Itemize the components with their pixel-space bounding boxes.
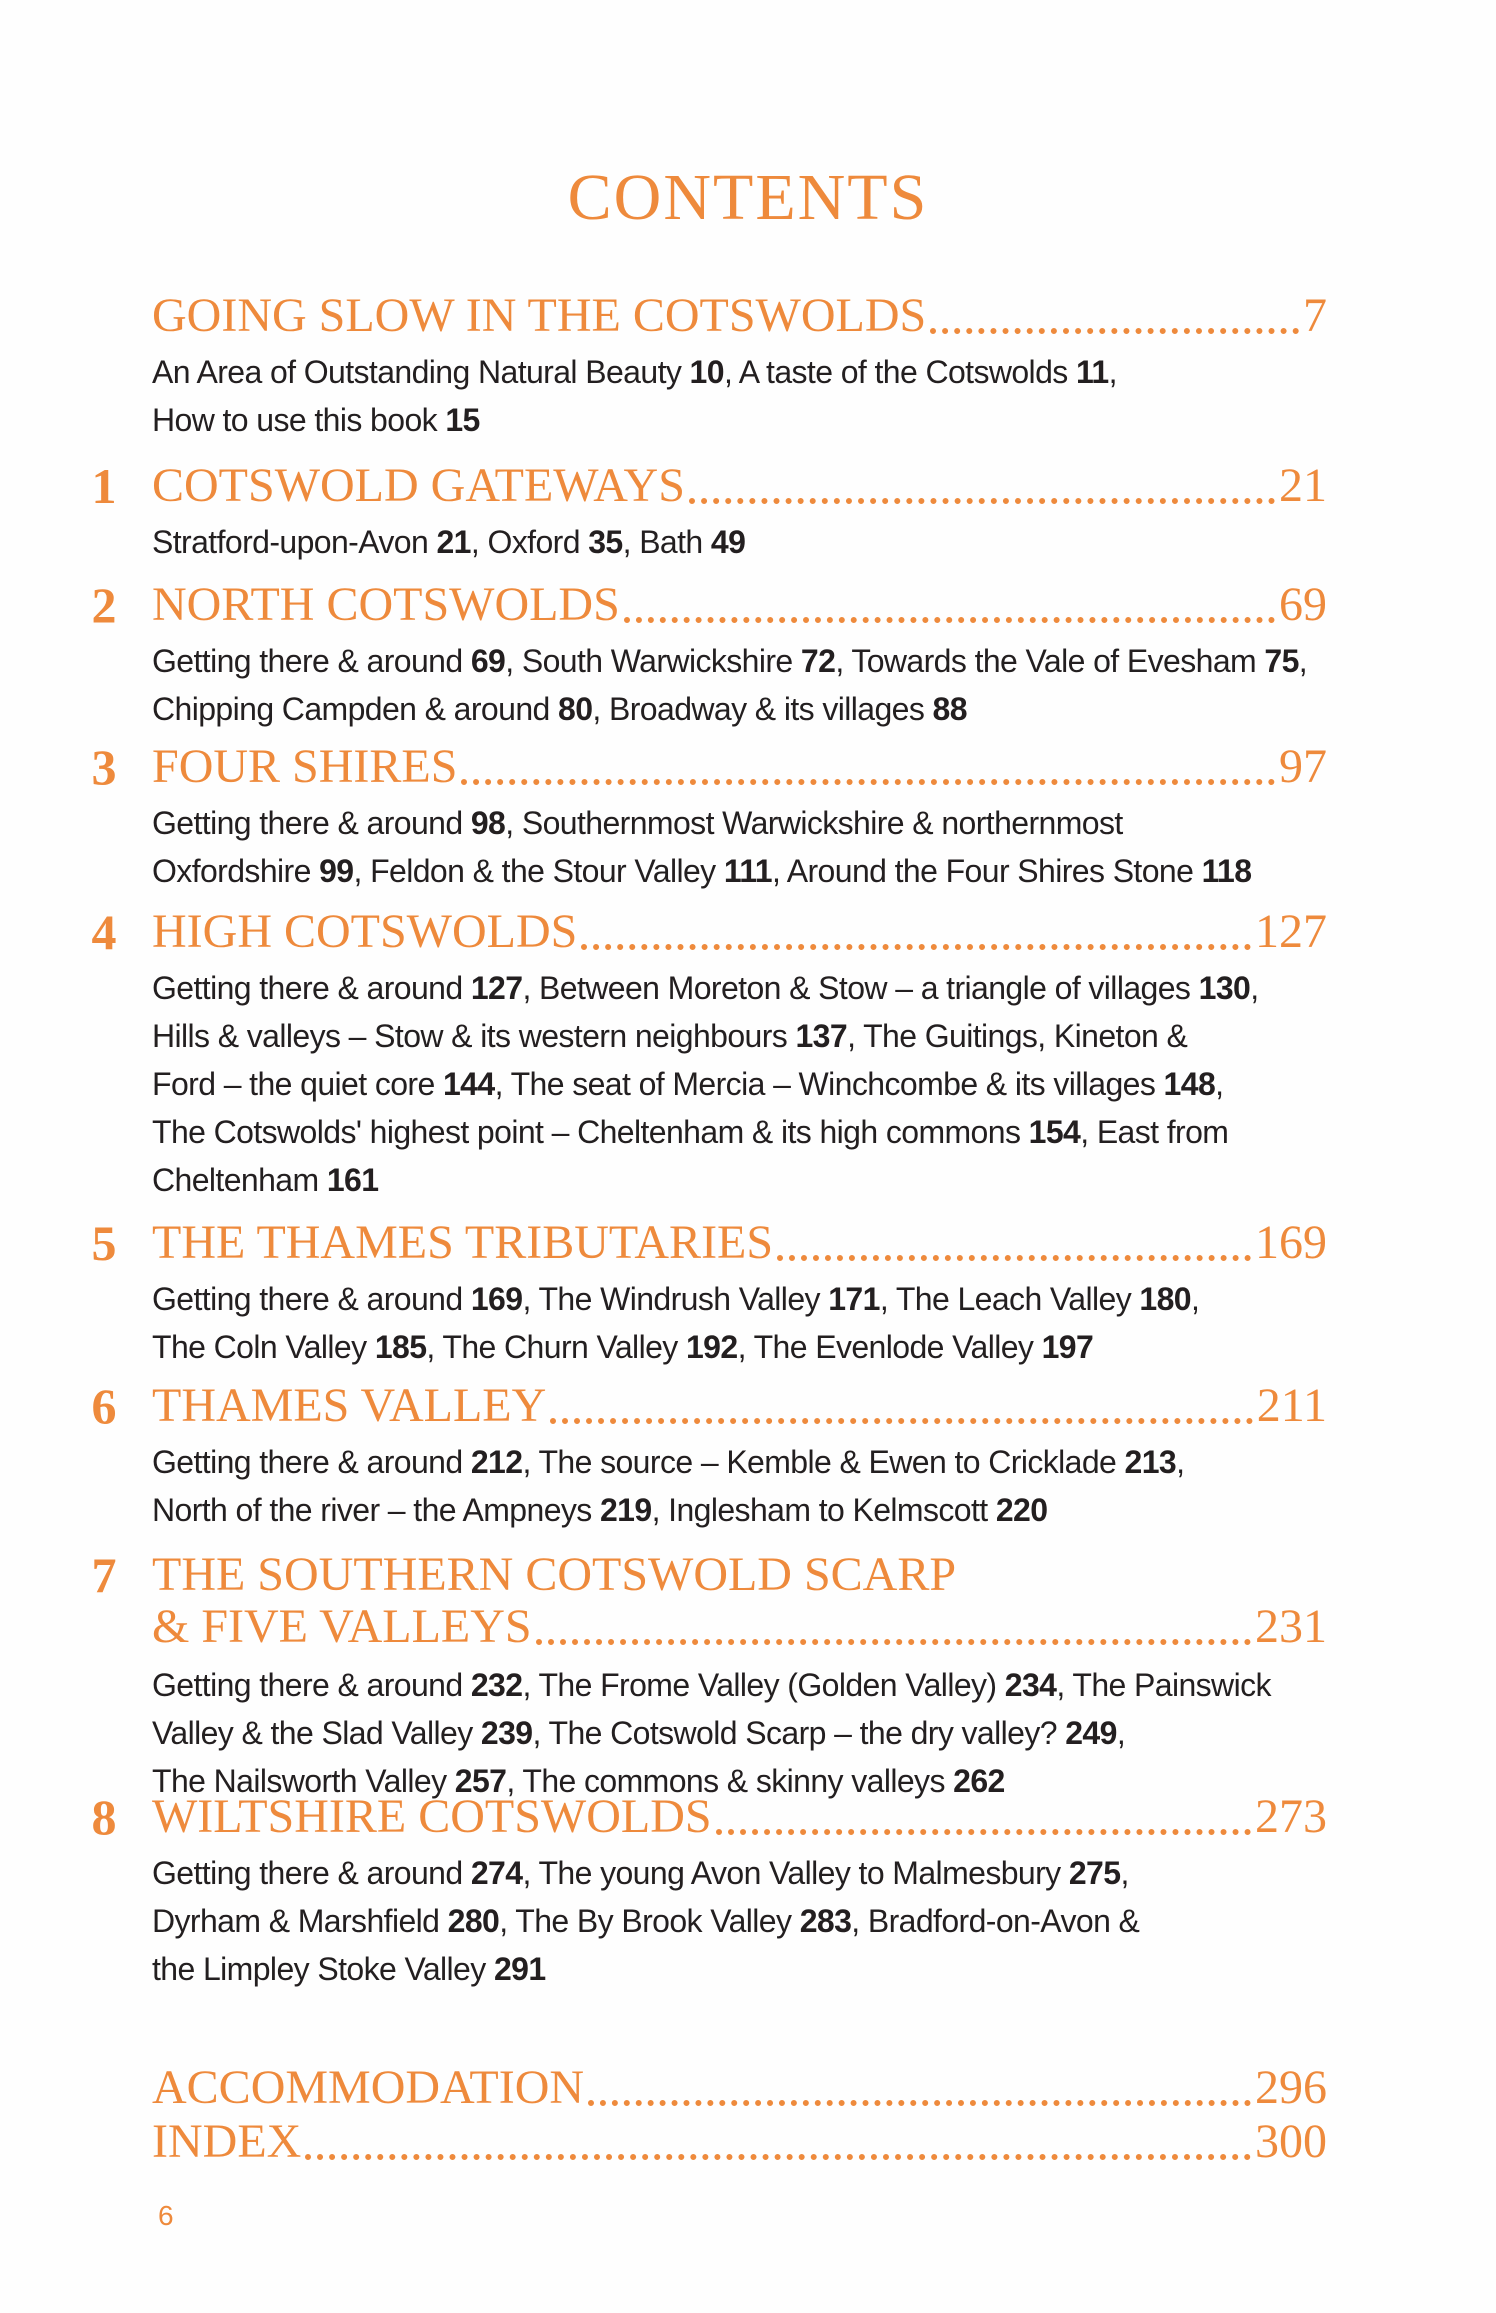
section-title[interactable]: , The Guitings, Kineton & (847, 1018, 1188, 1054)
page-number: 6 (158, 2200, 174, 2231)
section-title[interactable]: , (1298, 643, 1308, 679)
section-title[interactable]: Cheltenham (152, 1162, 327, 1198)
section-title[interactable]: , The Evenlode Valley (737, 1329, 1042, 1365)
dot-leader (716, 1829, 1251, 1835)
dot-leader (461, 779, 1275, 785)
entry-page-number[interactable]: 296 (1255, 2061, 1327, 2114)
section-title[interactable]: Oxfordshire (152, 853, 320, 889)
description-line (152, 637, 1312, 685)
entry-heading[interactable]: INDEX (152, 2115, 302, 2168)
dot-leader (777, 1255, 1251, 1261)
entry-heading-row[interactable] (152, 2112, 1327, 2172)
section-page-number[interactable]: 118 (1201, 853, 1252, 889)
chapter-number: 2 (91, 577, 117, 633)
section-title[interactable]: How to use this book (152, 402, 446, 438)
entry-page-number[interactable]: 273 (1255, 1790, 1327, 1843)
entry-heading[interactable]: THE THAMES TRIBUTARIES (152, 1216, 774, 1269)
section-title[interactable]: , Towards the Vale of Evesham (835, 643, 1265, 679)
section-page-number[interactable]: 69 (470, 643, 506, 679)
entry-heading[interactable]: ACCOMMODATION (152, 2061, 585, 2114)
section-page-number[interactable]: 169 (470, 1281, 523, 1317)
section-page-number[interactable]: 219 (599, 1492, 652, 1528)
entry-description (152, 1438, 1312, 1534)
section-page-number[interactable]: 171 (828, 1281, 880, 1317)
section-title[interactable]: , (1215, 1066, 1224, 1102)
chapter-number: 3 (91, 739, 117, 795)
section-page-number[interactable]: 234 (1004, 1667, 1057, 1703)
section-title[interactable]: , The By Brook Valley (499, 1903, 800, 1939)
entry-heading-row[interactable] (152, 902, 1327, 962)
section-title[interactable]: , The Windrush Valley (522, 1281, 829, 1317)
section-title[interactable]: , The seat of Mercia – Winchcombe & its villages (494, 1066, 1164, 1102)
section-page-number[interactable]: 98 (470, 805, 506, 841)
entry-description (152, 348, 1312, 444)
section-title[interactable]: Getting there & around (152, 1667, 471, 1703)
section-page-number[interactable]: 80 (558, 691, 593, 727)
section-title[interactable]: , The Painswick (1056, 1667, 1271, 1703)
section-page-number[interactable]: 283 (799, 1903, 852, 1939)
section-title[interactable]: Getting there & around (152, 1281, 471, 1317)
section-title[interactable]: , Around the Four Shires Stone (771, 853, 1202, 889)
section-title[interactable]: Stratford-upon-Avon (152, 524, 437, 560)
section-page-number[interactable]: 154 (1028, 1114, 1081, 1150)
section-page-number[interactable]: 185 (374, 1329, 427, 1365)
description-line (152, 1323, 1312, 1371)
entry-page-number[interactable]: 300 (1255, 2115, 1327, 2168)
section-title[interactable]: Ford – the quiet core (152, 1066, 443, 1102)
section-title[interactable]: , Inglesham to Kelmscott (651, 1492, 996, 1528)
entry-heading-row[interactable] (152, 456, 1327, 516)
description-line (152, 1486, 1312, 1534)
entry-description (152, 799, 1312, 895)
section-title[interactable]: , (1250, 970, 1259, 1006)
entry-description (152, 637, 1312, 733)
entry-page-number[interactable]: 231 (1255, 1600, 1327, 1653)
entry-heading[interactable]: COTSWOLD GATEWAYS (152, 459, 685, 512)
section-title[interactable]: , (1120, 1855, 1129, 1891)
entry-heading-row[interactable] (152, 575, 1327, 635)
entry-heading-row[interactable] (152, 1213, 1327, 1273)
section-page-number[interactable]: 275 (1068, 1855, 1121, 1891)
section-page-number[interactable]: 291 (493, 1951, 546, 1987)
section-title[interactable]: The Coln Valley (152, 1329, 375, 1365)
section-page-number[interactable]: 192 (685, 1329, 738, 1365)
section-page-number[interactable]: 130 (1198, 970, 1251, 1006)
entry-page-number[interactable]: 211 (1256, 1379, 1327, 1432)
description-line (152, 1060, 1312, 1108)
section-page-number[interactable]: 280 (447, 1903, 500, 1939)
section-page-number[interactable]: 10 (689, 354, 724, 390)
description-line (152, 1156, 1312, 1204)
entry-page-number[interactable]: 97 (1279, 740, 1327, 793)
section-title[interactable]: , The Cotswold Scarp – the dry valley? (532, 1715, 1066, 1751)
entry-page-number[interactable]: 127 (1255, 905, 1327, 958)
section-title[interactable]: , The Frome Valley (Golden Valley) (522, 1667, 1005, 1703)
section-title[interactable]: , The commons & skinny valleys (506, 1763, 954, 1799)
section-title[interactable]: the Limpley Stoke Valley (152, 1951, 494, 1987)
section-title[interactable]: , Between Moreton & Stow – a triangle of villages (522, 970, 1199, 1006)
section-title[interactable]: , South Warwickshire (505, 643, 801, 679)
description-line (152, 799, 1312, 847)
section-title[interactable]: Getting there & around (152, 1444, 471, 1480)
entry-heading[interactable]: WILTSHIRE COTSWOLDS (152, 1790, 712, 1843)
section-page-number[interactable]: 249 (1065, 1715, 1117, 1751)
section-title[interactable]: , East from (1080, 1114, 1229, 1150)
section-title[interactable]: Getting there & around (152, 643, 471, 679)
entry-heading-row[interactable] (152, 737, 1327, 797)
section-page-number[interactable]: 111 (723, 853, 772, 889)
description-line (152, 348, 1312, 396)
section-title[interactable]: North of the river – the Ampneys (152, 1492, 600, 1528)
dot-leader (305, 2154, 1251, 2160)
section-title[interactable]: , Broadway & its villages (592, 691, 933, 727)
dot-leader (581, 944, 1251, 950)
section-title[interactable]: , (1116, 1715, 1126, 1751)
section-title[interactable]: , The young Avon Valley to Malmesbury (522, 1855, 1069, 1891)
section-page-number[interactable]: 88 (932, 691, 967, 727)
description-line (152, 847, 1312, 895)
section-page-number[interactable]: 212 (470, 1444, 523, 1480)
section-page-number[interactable]: 239 (480, 1715, 533, 1751)
section-page-number[interactable]: 197 (1041, 1329, 1094, 1365)
entry-heading[interactable]: THAMES VALLEY (152, 1379, 547, 1432)
section-page-number[interactable]: 257 (454, 1763, 507, 1799)
entry-heading-row[interactable] (152, 1787, 1327, 1847)
section-title[interactable]: , (1191, 1281, 1200, 1317)
entry-description (152, 518, 1312, 566)
dot-leader (624, 617, 1275, 623)
section-title[interactable]: , (1176, 1444, 1185, 1480)
chapter-number: 8 (91, 1789, 117, 1845)
entry-heading[interactable]: NORTH COTSWOLDS (152, 578, 620, 631)
chapter-number: 7 (91, 1547, 117, 1603)
entry-heading-row[interactable] (152, 1376, 1327, 1436)
section-page-number[interactable]: 127 (470, 970, 523, 1006)
description-line (152, 396, 1312, 444)
section-page-number[interactable]: 137 (795, 1018, 848, 1054)
dot-leader (689, 498, 1275, 504)
section-page-number[interactable]: 274 (470, 1855, 523, 1891)
entry-description (152, 1275, 1312, 1371)
section-title[interactable]: , Feldon & the Stour Valley (353, 853, 724, 889)
section-title[interactable]: The Nailsworth Valley (152, 1763, 455, 1799)
entry-description (152, 964, 1312, 1204)
section-title[interactable]: , The Churn Valley (426, 1329, 686, 1365)
description-line (152, 685, 1312, 733)
entry-page-number[interactable]: 69 (1279, 578, 1327, 631)
section-page-number[interactable]: 99 (319, 853, 354, 889)
entry-description (152, 1661, 1312, 1805)
section-title[interactable]: , Southernmost Warwickshire & northernmost (505, 805, 1123, 841)
description-line (152, 1275, 1312, 1323)
section-page-number[interactable]: 262 (953, 1763, 1005, 1799)
section-title[interactable]: Hills & valleys – Stow & its western neighbours (152, 1018, 796, 1054)
entry-heading-row[interactable] (152, 286, 1327, 346)
description-line (152, 1108, 1312, 1156)
section-title[interactable]: , A taste of the Cotswolds (723, 354, 1076, 390)
entry-heading-row[interactable] (152, 1597, 1327, 1657)
dot-leader (930, 328, 1299, 334)
chapter-number: 6 (91, 1378, 117, 1434)
entry-heading-continued[interactable]: & FIVE VALLEYS (152, 1600, 532, 1653)
description-line (152, 1012, 1312, 1060)
section-page-number[interactable]: 144 (442, 1066, 495, 1102)
section-title[interactable]: Getting there & around (152, 1855, 471, 1891)
entry-heading[interactable]: THE SOUTHERN COTSWOLD SCARP (152, 1548, 957, 1601)
section-page-number[interactable]: 148 (1163, 1066, 1216, 1102)
section-page-number[interactable]: 35 (588, 524, 623, 560)
description-line (152, 1709, 1312, 1757)
page-title: CONTENTS (567, 161, 929, 234)
description-line (152, 1849, 1312, 1897)
chapter-number: 5 (91, 1215, 117, 1271)
section-title[interactable]: Getting there & around (152, 970, 471, 1006)
description-line (152, 518, 1312, 566)
section-title[interactable]: , Bath (622, 524, 711, 560)
entry-description (152, 1849, 1312, 1993)
section-title[interactable]: The Cotswolds' highest point – Cheltenham & its high commons (152, 1114, 1029, 1150)
description-line (152, 1661, 1312, 1709)
section-title[interactable]: , Bradford-on-Avon & (851, 1903, 1140, 1939)
entry-page-number[interactable]: 169 (1255, 1216, 1327, 1269)
section-page-number[interactable]: 220 (995, 1492, 1048, 1528)
dot-leader (536, 1639, 1251, 1645)
entry-heading[interactable]: GOING SLOW IN THE COTSWOLDS (152, 289, 927, 342)
chapter-number: 4 (91, 904, 117, 960)
section-title[interactable]: Dyrham & Marshfield (152, 1903, 448, 1939)
entry-heading-row[interactable] (152, 2058, 1327, 2118)
dot-leader (550, 1418, 1253, 1424)
description-line (152, 1945, 1312, 1993)
section-title[interactable]: Valley & the Slad Valley (152, 1715, 481, 1751)
section-page-number[interactable]: 21 (436, 524, 471, 560)
section-title[interactable]: , The Leach Valley (879, 1281, 1140, 1317)
chapter-number: 1 (91, 458, 117, 514)
section-title[interactable]: Chipping Campden & around (152, 691, 559, 727)
description-line (152, 964, 1312, 1012)
entry-page-number[interactable]: 7 (1303, 289, 1327, 342)
section-page-number[interactable]: 72 (800, 643, 836, 679)
section-page-number[interactable]: 180 (1139, 1281, 1191, 1317)
section-page-number[interactable]: 15 (445, 402, 480, 438)
description-line (152, 1897, 1312, 1945)
section-title[interactable]: An Area of Outstanding Natural Beauty (152, 354, 690, 390)
entry-heading[interactable]: FOUR SHIRES (152, 740, 458, 793)
section-page-number[interactable]: 213 (1124, 1444, 1177, 1480)
section-page-number[interactable]: 161 (326, 1162, 379, 1198)
description-line (152, 1438, 1312, 1486)
section-title[interactable]: , Oxford (470, 524, 589, 560)
entry-heading[interactable]: HIGH COTSWOLDS (152, 905, 578, 958)
section-title[interactable]: , (1108, 354, 1117, 390)
section-title[interactable]: , The source – Kemble & Ewen to Cricklade (522, 1444, 1125, 1480)
section-page-number[interactable]: 49 (710, 524, 746, 560)
section-title[interactable]: Getting there & around (152, 805, 471, 841)
entry-page-number[interactable]: 21 (1279, 459, 1327, 512)
section-page-number[interactable]: 232 (470, 1667, 523, 1703)
section-page-number[interactable]: 11 (1075, 354, 1109, 390)
section-page-number[interactable]: 75 (1264, 643, 1299, 679)
dot-leader (588, 2100, 1251, 2106)
